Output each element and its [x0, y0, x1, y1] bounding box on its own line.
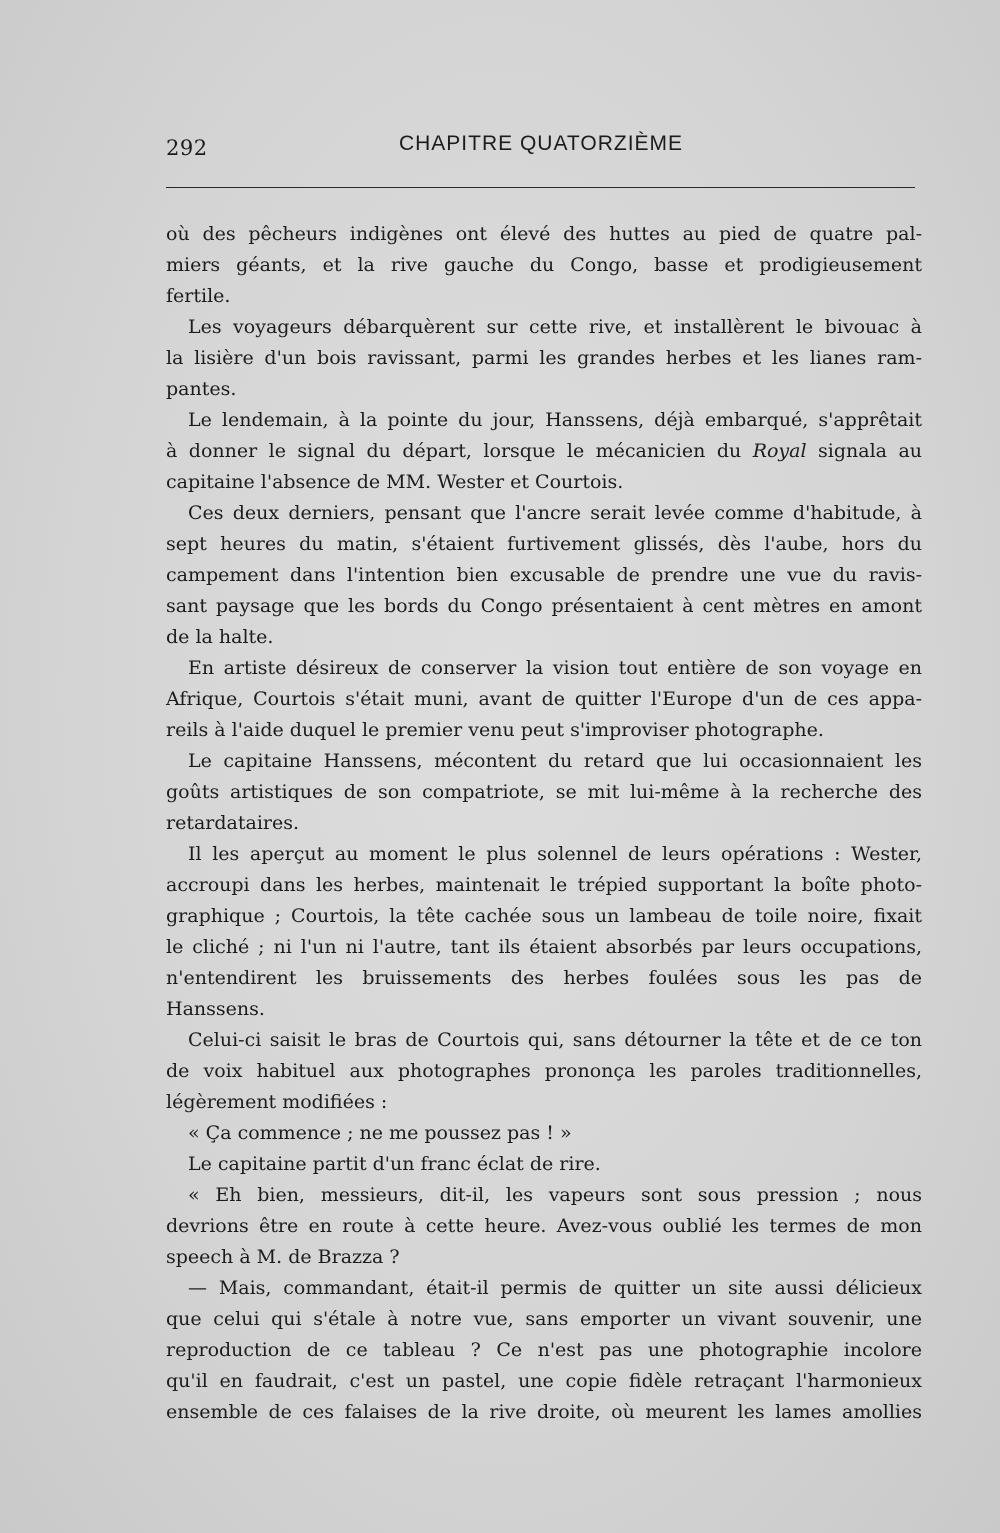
text-line: de la halte.: [166, 626, 274, 648]
body-text: [166, 219, 922, 1428]
text-segment: signala au: [818, 440, 923, 462]
text-line: Hanssens.: [166, 998, 265, 1020]
text-segment: à donner le signal du départ, lorsque le mécanicien du: [166, 440, 742, 462]
text-line: En artiste désireux de conserver la vision tout entière de son voyage en: [188, 657, 922, 679]
text-line: la lisière d'un bois ravissant, parmi les grandes herbes et les lianes ram-: [166, 347, 922, 369]
text-line: le cliché ; ni l'un ni l'autre, tant ils étaient absorbés par leurs occupations,: [166, 936, 922, 958]
text-line: reils à l'aide duquel le premier venu peut s'improviser photographe.: [166, 719, 824, 741]
text-line: accroupi dans les herbes, maintenait le trépied supportant la boîte photo-: [166, 874, 922, 896]
text-line: Il les aperçut au moment le plus solennel de leurs opérations : Wester,: [188, 843, 922, 865]
text-line: capitaine l'absence de MM. Wester et Courtois.: [166, 471, 624, 493]
text-line: ensemble de ces falaises de la rive droite, où meurent les lames amollies: [166, 1401, 922, 1423]
text-line: Afrique, Courtois s'était muni, avant de quitter l'Europe d'un de ces appa-: [166, 688, 922, 710]
text-line: miers géants, et la rive gauche du Congo, basse et prodigieusement: [166, 254, 922, 276]
text-line: sant paysage que les bords du Congo présentaient à cent mètres en amont: [166, 595, 922, 617]
text-line: « Ça commence ; ne me poussez pas ! »: [188, 1122, 572, 1144]
text-line: pantes.: [166, 378, 237, 400]
italic-segment: Royal: [752, 440, 807, 462]
text-line: sept heures du matin, s'étaient furtivement glissés, dès l'aube, hors du: [166, 533, 922, 555]
text-line: Celui-ci saisit le bras de Courtois qui, sans détourner la tête et de ce ton: [188, 1029, 922, 1051]
text-line: que celui qui s'étale à notre vue, sans emporter un vivant souvenir, une: [166, 1308, 922, 1330]
text-line: légèrement modifiées :: [166, 1091, 388, 1113]
text-line: Le capitaine Hanssens, mécontent du retard que lui occasionnaient les: [188, 750, 922, 772]
text-line: retardataires.: [166, 812, 300, 834]
text-line: Le capitaine partit d'un franc éclat de rire.: [188, 1153, 601, 1175]
text-line: Les voyageurs débarquèrent sur cette rive, et installèrent le bivouac à: [188, 316, 922, 338]
text-line: reproduction de ce tableau ? Ce n'est pas une photographie incolore: [166, 1339, 922, 1361]
text-line: — Mais, commandant, était-il permis de quitter un site aussi délicieux: [188, 1277, 922, 1299]
text-line: où des pêcheurs indigènes ont élevé des huttes au pied de quatre pal-: [166, 223, 922, 245]
text-line: n'entendirent les bruissements des herbes foulées sous les pas de: [166, 967, 922, 989]
text-line: devrions être en route à cette heure. Avez-vous oublié les termes de mon: [166, 1215, 922, 1237]
chapter-title: CHAPITRE QUATORZIÈME: [398, 132, 684, 155]
text-line: Ces deux derniers, pensant que l'ancre serait levée comme d'habitude, à: [188, 502, 922, 524]
text-line: speech à M. de Brazza ?: [166, 1246, 400, 1268]
text-line: campement dans l'intention bien excusable de prendre une vue du ravis-: [166, 564, 922, 586]
page-number: 292: [166, 136, 208, 160]
text-line: de voix habituel aux photographes prononça les paroles traditionnelles,: [166, 1060, 922, 1082]
text-line: [166, 436, 922, 467]
text-line: qu'il en faudrait, c'est un pastel, une copie fidèle retraçant l'harmonieux: [166, 1370, 922, 1392]
text-line: goûts artistiques de son compatriote, se mit lui-même à la recherche des: [166, 781, 922, 803]
text-line: « Eh bien, messieurs, dit-il, les vapeurs sont sous pression ; nous: [188, 1184, 922, 1206]
running-header: [166, 132, 916, 168]
header-rule: [166, 187, 915, 188]
text-line: fertile.: [166, 285, 231, 307]
text-line: graphique ; Courtois, la tête cachée sous un lambeau de toile noire, fixait: [166, 905, 922, 927]
text-line: Le lendemain, à la pointe du jour, Hanssens, déjà embarqué, s'apprêtait: [188, 409, 922, 431]
